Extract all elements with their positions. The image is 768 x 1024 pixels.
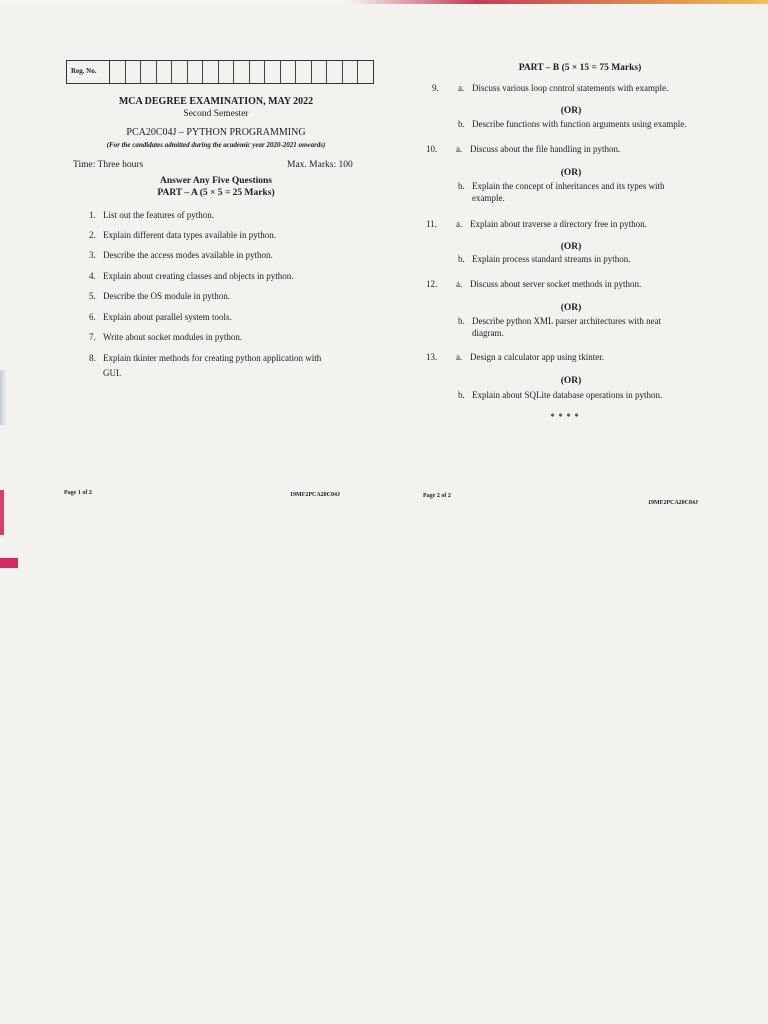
question-9b: b. Describe functions with function arguments using example. (458, 119, 687, 129)
or-10: (OR) (560, 168, 582, 178)
question-10a: 10. a. Discuss about the file handling in python. (426, 144, 621, 154)
reg-no-label: Reg. No. (67, 61, 110, 83)
reg-no-box (66, 60, 374, 84)
question-8: 8. Explain tkinter methods for creating python application with (89, 353, 322, 363)
scan-left-shadow (0, 370, 6, 425)
or-9: (OR) (560, 106, 582, 116)
time-label: Time: Three hours (73, 160, 144, 170)
question-4: 4. Explain about creating classes and objects in python. (89, 271, 294, 281)
question-10b-cont: example. (472, 193, 505, 203)
question-3: 3. Describe the access modes available in python. (89, 250, 273, 260)
scan-left-mark (0, 490, 4, 535)
question-8-cont: GUI. (103, 368, 122, 378)
question-5: 5. Describe the OS module in python. (89, 291, 230, 301)
candidate-note: (For the candidates admitted during the academic year 2020-2021 onwards) (106, 141, 326, 149)
question-2: 2. Explain different data types available in python. (89, 230, 277, 240)
exam-title: MCA DEGREE EXAMINATION, MAY 2022 (118, 96, 314, 107)
footer-page-2: Page 2 of 2 (423, 493, 451, 499)
part-b-title: PART – B (5 × 15 = 75 Marks) (518, 63, 642, 73)
question-12b: b. Describe python XML parser architectures with neat (458, 316, 662, 326)
semester: Second Semester (183, 109, 249, 119)
footer-code-1: 19MF2PCA20C04J (290, 492, 340, 498)
question-12b-cont: diagram. (472, 328, 504, 338)
max-marks: Max. Marks: 100 (287, 160, 353, 170)
scan-top-edge (0, 0, 768, 4)
question-13a: 13. a. Design a calculator app using tkinter. (426, 352, 604, 362)
question-12a: 12. a. Discuss about server socket methods in python. (426, 279, 642, 289)
question-10b: b. Explain the concept of inheritances and its types with (458, 181, 665, 191)
end-mark: * * * * (550, 412, 580, 421)
reg-no-cells (110, 61, 373, 83)
footer-code-2: 19MF2PCA20C04J (648, 500, 698, 506)
or-11: (OR) (560, 242, 582, 252)
part-a-title: PART – A (5 × 5 = 25 Marks) (157, 188, 275, 198)
question-9a: 9. a. Discuss various loop control statements with example. (432, 83, 669, 93)
or-12: (OR) (560, 303, 582, 313)
question-11b: b. Explain process standard streams in python. (458, 254, 631, 264)
question-1: 1. List out the features of python. (89, 210, 214, 220)
or-13: (OR) (560, 376, 582, 386)
question-13b: b. Explain about SQLite database operations in python. (458, 390, 663, 400)
course-title: PCA20C04J – PYTHON PROGRAMMING (126, 127, 306, 138)
footer-page-1: Page 1 of 2 (64, 490, 92, 496)
question-11a: 11. a. Explain about traverse a directory free in python. (426, 219, 647, 229)
question-7: 7. Write about socket modules in python. (89, 332, 243, 342)
scan-left-mark-2 (0, 558, 18, 568)
instruction: Answer Any Five Questions (160, 176, 272, 186)
question-6: 6. Explain about parallel system tools. (89, 312, 232, 322)
